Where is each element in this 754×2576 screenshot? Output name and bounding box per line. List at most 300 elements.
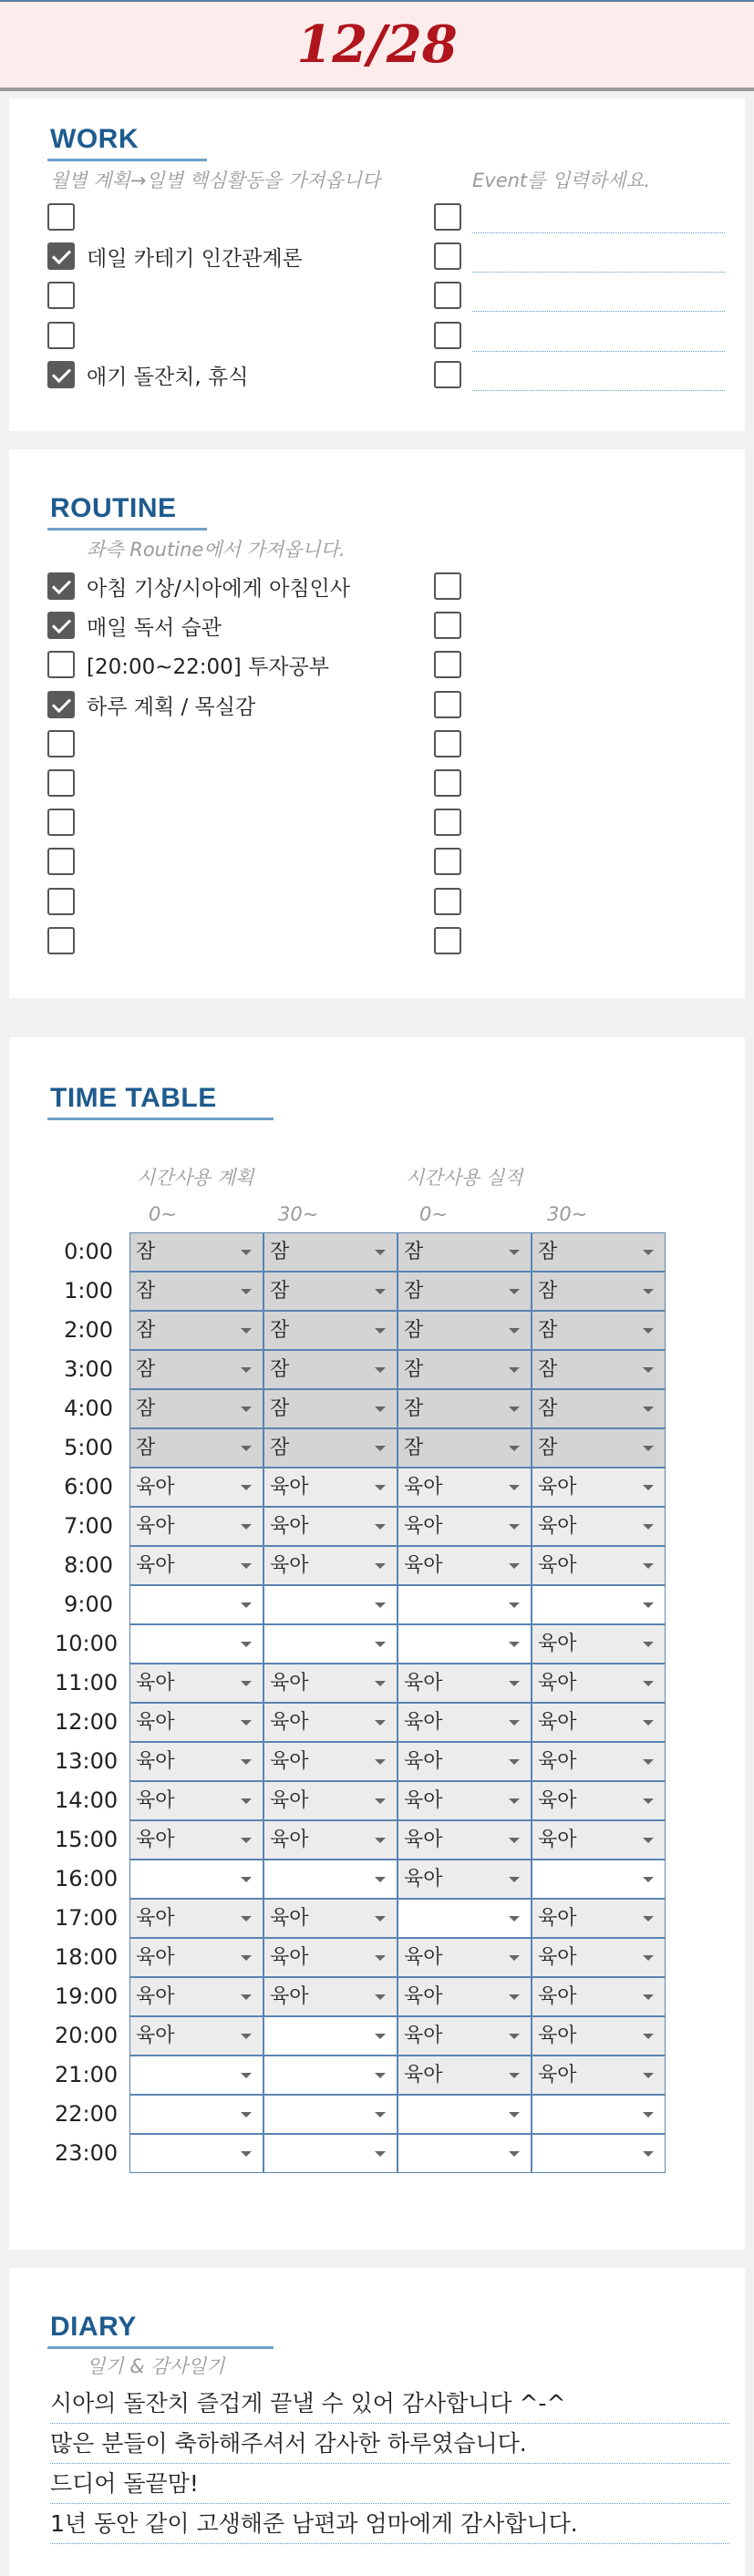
- timetable-dropdown[interactable]: [129, 1664, 263, 1703]
- timetable-dropdown[interactable]: [398, 1664, 532, 1703]
- chevron-down-icon[interactable]: [643, 1328, 654, 1334]
- timetable-cell-value: 육아: [270, 1476, 309, 1499]
- timetable-dropdown[interactable]: [263, 1311, 398, 1350]
- timetable-cell-value: 육아: [404, 1789, 443, 1812]
- timetable-dropdown[interactable]: [129, 1272, 263, 1311]
- timetable-dropdown[interactable]: [129, 2095, 263, 2134]
- event-checkbox[interactable]: [434, 322, 461, 349]
- page-date: 12/28: [296, 15, 458, 75]
- timetable-cell-value: 잠: [404, 1437, 424, 1459]
- timetable-dropdown[interactable]: [398, 1742, 532, 1781]
- timetable-dropdown[interactable]: [263, 2016, 398, 2056]
- routine-extra-checkbox[interactable]: [434, 572, 461, 600]
- timetable-dropdown[interactable]: [129, 1938, 263, 1977]
- chevron-down-icon[interactable]: [509, 1602, 520, 1608]
- timetable-dropdown[interactable]: [129, 1546, 263, 1585]
- routine-extra-checkbox[interactable]: [434, 848, 461, 875]
- timetable-dropdown[interactable]: [129, 1468, 263, 1507]
- timetable-dropdown[interactable]: [398, 1507, 532, 1546]
- timetable-dropdown[interactable]: [532, 1546, 666, 1585]
- timetable-cell-value: 잠: [404, 1241, 424, 1263]
- routine-checkbox[interactable]: [47, 691, 75, 718]
- routine-extra-checkbox[interactable]: [434, 651, 461, 678]
- timetable-dropdown[interactable]: [398, 2056, 532, 2095]
- chevron-down-icon[interactable]: [375, 1642, 386, 1647]
- chevron-down-icon[interactable]: [241, 2034, 252, 2039]
- chevron-down-icon[interactable]: [509, 1328, 520, 1334]
- chevron-down-icon[interactable]: [643, 1838, 654, 1843]
- event-checkbox[interactable]: [434, 242, 461, 270]
- timetable-cell-value: 잠: [538, 1319, 558, 1342]
- chevron-down-icon[interactable]: [509, 1994, 520, 2000]
- routine-checkbox[interactable]: [47, 848, 75, 875]
- routine-checkbox[interactable]: [47, 612, 75, 639]
- chevron-down-icon[interactable]: [241, 1838, 252, 1843]
- chevron-down-icon[interactable]: [643, 1289, 654, 1294]
- timetable-cell-value: 잠: [136, 1397, 156, 1420]
- time-label: 5:00: [64, 1435, 113, 1460]
- timetable-dropdown[interactable]: [398, 1820, 532, 1860]
- actual-0-label: 0~: [419, 1203, 448, 1225]
- chevron-down-icon[interactable]: [643, 1406, 654, 1412]
- chevron-down-icon[interactable]: [509, 2112, 520, 2117]
- work-checkbox[interactable]: [47, 361, 75, 388]
- timetable-dropdown[interactable]: [532, 1977, 666, 2016]
- work-item-text[interactable]: 애기 돌잔치, 휴식: [87, 366, 249, 389]
- timetable-dropdown[interactable]: [129, 1781, 263, 1820]
- timetable-cell-value: 잠: [270, 1241, 290, 1263]
- timetable-dropdown[interactable]: [263, 1546, 398, 1585]
- chevron-down-icon[interactable]: [509, 1759, 520, 1765]
- timetable-row: [0, 1624, 754, 1664]
- timetable-dropdown[interactable]: [263, 1232, 398, 1272]
- work-checkbox[interactable]: [47, 242, 75, 270]
- chevron-down-icon[interactable]: [241, 1406, 252, 1412]
- timetable-dropdown[interactable]: [398, 2095, 532, 2134]
- timetable-dropdown[interactable]: [398, 1860, 532, 1899]
- timetable-dropdown[interactable]: [263, 1703, 398, 1742]
- timetable-dropdown[interactable]: [532, 1664, 666, 1703]
- timetable-dropdown[interactable]: [129, 1389, 263, 1428]
- chevron-down-icon[interactable]: [509, 1955, 520, 1961]
- timetable-dropdown[interactable]: [398, 1899, 532, 1938]
- chevron-down-icon[interactable]: [375, 1446, 386, 1451]
- timetable-dropdown[interactable]: [532, 2095, 666, 2134]
- chevron-down-icon[interactable]: [643, 1367, 654, 1373]
- time-label: 14:00: [55, 1788, 119, 1813]
- timetable-cell-value: 육아: [136, 1829, 175, 1851]
- routine-checkbox[interactable]: [47, 809, 75, 836]
- timetable-cell-value: 잠: [136, 1280, 156, 1303]
- chevron-down-icon[interactable]: [643, 1720, 654, 1726]
- time-label: 20:00: [55, 2023, 119, 2048]
- event-checkbox[interactable]: [434, 282, 461, 309]
- chevron-down-icon[interactable]: [375, 1877, 386, 1882]
- timetable-title: TIME TABLE: [50, 1083, 217, 1113]
- work-item-text[interactable]: 데일 카테기 인간관계론: [87, 247, 303, 271]
- chevron-down-icon[interactable]: [375, 2112, 386, 2117]
- event-checkbox[interactable]: [434, 203, 461, 231]
- work-hint: 월별 계획→일별 핵심활동을 가져옵니다: [50, 170, 381, 191]
- timetable-dropdown[interactable]: [532, 1468, 666, 1507]
- timetable-dropdown[interactable]: [129, 1899, 263, 1938]
- diary-title: DIARY: [50, 2312, 137, 2342]
- chevron-down-icon[interactable]: [375, 1367, 386, 1373]
- timetable-dropdown[interactable]: [532, 1507, 666, 1546]
- time-label: 3:00: [64, 1356, 113, 1382]
- timetable-cell-value: 육아: [538, 1829, 577, 1851]
- timetable-dropdown[interactable]: [398, 1350, 532, 1389]
- chevron-down-icon[interactable]: [643, 1563, 654, 1569]
- chevron-down-icon[interactable]: [375, 1994, 386, 2000]
- timetable-cell-value: 육아: [404, 2064, 443, 2087]
- chevron-down-icon[interactable]: [241, 1642, 252, 1647]
- routine-extra-checkbox[interactable]: [434, 691, 461, 718]
- timetable-dropdown[interactable]: [398, 1389, 532, 1428]
- timetable-row: [0, 1703, 754, 1742]
- timetable-cell-value: 잠: [136, 1241, 156, 1263]
- timetable-dropdown[interactable]: [263, 1860, 398, 1899]
- chevron-down-icon[interactable]: [509, 1720, 520, 1726]
- timetable-cell-value: 잠: [404, 1319, 424, 1342]
- timetable-dropdown[interactable]: [263, 1272, 398, 1311]
- chevron-down-icon[interactable]: [643, 1642, 654, 1647]
- timetable-dropdown[interactable]: [129, 1350, 263, 1389]
- event-checkbox[interactable]: [434, 361, 461, 388]
- chevron-down-icon[interactable]: [643, 1877, 654, 1882]
- chevron-down-icon[interactable]: [375, 2073, 386, 2078]
- timetable-cell-value: 육아: [404, 1515, 443, 1538]
- chevron-down-icon[interactable]: [643, 1446, 654, 1451]
- chevron-down-icon[interactable]: [509, 1681, 520, 1686]
- work-checkbox[interactable]: [47, 322, 75, 349]
- event-input-line[interactable]: [472, 390, 725, 391]
- chevron-down-icon[interactable]: [509, 1406, 520, 1412]
- chevron-down-icon[interactable]: [241, 1681, 252, 1686]
- time-label: 18:00: [55, 1944, 119, 1970]
- chevron-down-icon[interactable]: [241, 1877, 252, 1882]
- timetable-dropdown[interactable]: [129, 1742, 263, 1781]
- routine-extra-checkbox[interactable]: [434, 769, 461, 797]
- timetable-cell-value: 잠: [270, 1397, 290, 1420]
- chevron-down-icon[interactable]: [509, 2034, 520, 2039]
- timetable-cell-value: 육아: [404, 1985, 443, 2008]
- chevron-down-icon[interactable]: [643, 1485, 654, 1490]
- chevron-down-icon[interactable]: [509, 1798, 520, 1804]
- chevron-down-icon[interactable]: [643, 1798, 654, 1804]
- chevron-down-icon[interactable]: [241, 2073, 252, 2078]
- timetable-dropdown[interactable]: [263, 1428, 398, 1468]
- timetable-dropdown[interactable]: [398, 1311, 532, 1350]
- timetable-dropdown[interactable]: [129, 1507, 263, 1546]
- diary-line[interactable]: 드디어 돌끝맘!: [50, 2465, 729, 2504]
- work-checkbox[interactable]: [47, 282, 75, 309]
- chevron-down-icon[interactable]: [375, 1406, 386, 1412]
- time-label: 23:00: [55, 2140, 119, 2166]
- timetable-dropdown[interactable]: [263, 1350, 398, 1389]
- time-label: 4:00: [64, 1396, 113, 1421]
- event-hint: Event를 입력하세요.: [472, 170, 651, 191]
- timetable-cell-value: 육아: [404, 1829, 443, 1851]
- chevron-down-icon[interactable]: [241, 1446, 252, 1451]
- timetable-cell-value: 육아: [136, 1515, 175, 1538]
- chevron-down-icon[interactable]: [241, 1250, 252, 1255]
- timetable-title-underline: [47, 1118, 274, 1120]
- chevron-down-icon[interactable]: [509, 1838, 520, 1843]
- timetable-row: [0, 2016, 754, 2056]
- chevron-down-icon[interactable]: [643, 1524, 654, 1530]
- timetable-dropdown[interactable]: [398, 1232, 532, 1272]
- chevron-down-icon[interactable]: [375, 1485, 386, 1490]
- event-input-line[interactable]: [472, 351, 725, 352]
- chevron-down-icon[interactable]: [375, 1838, 386, 1843]
- timetable-cell-value: 육아: [538, 1946, 577, 1969]
- chevron-down-icon[interactable]: [241, 1524, 252, 1530]
- chevron-down-icon[interactable]: [241, 1485, 252, 1490]
- timetable-cell-value: 잠: [270, 1280, 290, 1303]
- chevron-down-icon[interactable]: [375, 1289, 386, 1294]
- timetable-dropdown[interactable]: [263, 1781, 398, 1820]
- timetable-cell-value: 육아: [270, 1711, 309, 1734]
- timetable-cell-value: 육아: [136, 1946, 175, 1969]
- timetable-dropdown[interactable]: [129, 1232, 263, 1272]
- work-checkbox[interactable]: [47, 203, 75, 231]
- chevron-down-icon[interactable]: [509, 2073, 520, 2078]
- chevron-down-icon[interactable]: [241, 1563, 252, 1569]
- timetable-dropdown[interactable]: [263, 1468, 398, 1507]
- timetable-cell-value: 육아: [538, 2025, 577, 2047]
- timetable-cell-value: 잠: [136, 1437, 156, 1459]
- timetable-dropdown[interactable]: [263, 2134, 398, 2173]
- timetable-dropdown[interactable]: [129, 1624, 263, 1664]
- chevron-down-icon[interactable]: [509, 1877, 520, 1882]
- timetable-row: [0, 1507, 754, 1546]
- chevron-down-icon[interactable]: [509, 1367, 520, 1373]
- timetable-dropdown[interactable]: [532, 1860, 666, 1899]
- chevron-down-icon[interactable]: [509, 1563, 520, 1569]
- routine-checkbox[interactable]: [47, 927, 75, 954]
- timetable-dropdown[interactable]: [263, 1624, 398, 1664]
- timetable-dropdown[interactable]: [398, 1624, 532, 1664]
- timetable-dropdown[interactable]: [532, 1585, 666, 1624]
- time-label: 21:00: [55, 2062, 119, 2087]
- timetable-row: [0, 1272, 754, 1311]
- event-input-line[interactable]: [472, 272, 725, 273]
- routine-checkbox[interactable]: [47, 572, 75, 600]
- timetable-dropdown[interactable]: [398, 2134, 532, 2173]
- time-label: 9:00: [64, 1592, 113, 1617]
- routine-item-text: 아침 기상/시아에게 아침인사: [87, 577, 350, 601]
- chevron-down-icon[interactable]: [241, 1798, 252, 1804]
- chevron-down-icon[interactable]: [241, 2151, 252, 2157]
- timetable-dropdown[interactable]: [263, 1742, 398, 1781]
- timetable-row: [0, 1664, 754, 1703]
- timetable-dropdown[interactable]: [263, 1820, 398, 1860]
- timetable-dropdown[interactable]: [263, 1899, 398, 1938]
- timetable-dropdown[interactable]: [532, 1742, 666, 1781]
- chevron-down-icon[interactable]: [241, 1328, 252, 1334]
- timetable-dropdown[interactable]: [129, 1311, 263, 1350]
- chevron-down-icon[interactable]: [375, 1250, 386, 1255]
- chevron-down-icon[interactable]: [375, 2151, 386, 2157]
- timetable-cell-value: 육아: [270, 1515, 309, 1538]
- routine-hint: 좌측 Routine에서 가져옵니다.: [87, 539, 346, 561]
- timetable-dropdown[interactable]: [532, 1389, 666, 1428]
- timetable-row: [0, 1468, 754, 1507]
- chevron-down-icon[interactable]: [375, 1524, 386, 1530]
- timetable-dropdown[interactable]: [263, 1585, 398, 1624]
- timetable-dropdown[interactable]: [398, 1938, 532, 1977]
- chevron-down-icon[interactable]: [241, 1759, 252, 1765]
- timetable-dropdown[interactable]: [398, 1272, 532, 1311]
- timetable-dropdown[interactable]: [129, 1820, 263, 1860]
- timetable-dropdown[interactable]: [532, 2134, 666, 2173]
- timetable-dropdown[interactable]: [532, 2056, 666, 2095]
- timetable-dropdown[interactable]: [398, 1428, 532, 1468]
- timetable-dropdown[interactable]: [398, 1468, 532, 1507]
- timetable-dropdown[interactable]: [532, 2016, 666, 2056]
- timetable-dropdown[interactable]: [129, 2016, 263, 2056]
- timetable-dropdown[interactable]: [532, 1938, 666, 1977]
- timetable-dropdown[interactable]: [532, 1311, 666, 1350]
- chevron-down-icon[interactable]: [375, 1759, 386, 1765]
- chevron-down-icon[interactable]: [241, 1994, 252, 2000]
- timetable-dropdown[interactable]: [129, 1860, 263, 1899]
- timetable-dropdown[interactable]: [129, 1703, 263, 1742]
- diary-line[interactable]: 시아의 돌잔치 즐겁게 끝낼 수 있어 감사합니다 ^-^: [50, 2385, 729, 2424]
- timetable-cell-value: 육아: [538, 1515, 577, 1538]
- time-label: 11:00: [55, 1670, 119, 1695]
- timetable-dropdown[interactable]: [398, 1585, 532, 1624]
- chevron-down-icon[interactable]: [375, 1798, 386, 1804]
- chevron-down-icon[interactable]: [643, 1681, 654, 1686]
- timetable-dropdown[interactable]: [398, 1546, 532, 1585]
- timetable-cell-value: 육아: [538, 2064, 577, 2087]
- routine-checkbox[interactable]: [47, 651, 75, 678]
- timetable-dropdown[interactable]: [129, 1428, 263, 1468]
- timetable-dropdown[interactable]: [532, 1781, 666, 1820]
- timetable-dropdown[interactable]: [129, 1977, 263, 2016]
- chevron-down-icon[interactable]: [241, 1916, 252, 1922]
- timetable-dropdown[interactable]: [398, 1703, 532, 1742]
- chevron-down-icon[interactable]: [643, 1250, 654, 1255]
- timetable-cell-value: 육아: [270, 1554, 309, 1577]
- routine-checkbox[interactable]: [47, 769, 75, 797]
- timetable-cell-value: 육아: [270, 1907, 309, 1930]
- timetable-dropdown[interactable]: [263, 1977, 398, 2016]
- timetable-dropdown[interactable]: [532, 1350, 666, 1389]
- event-input-line[interactable]: [472, 232, 725, 233]
- chevron-down-icon[interactable]: [241, 1367, 252, 1373]
- timetable-dropdown[interactable]: [263, 2095, 398, 2134]
- diary-card: [9, 2268, 745, 2576]
- chevron-down-icon[interactable]: [509, 1524, 520, 1530]
- timetable-dropdown[interactable]: [532, 1820, 666, 1860]
- chevron-down-icon[interactable]: [643, 1759, 654, 1765]
- timetable-cell-value: 육아: [136, 1985, 175, 2008]
- timetable-dropdown[interactable]: [263, 2056, 398, 2095]
- chevron-down-icon[interactable]: [643, 2151, 654, 2157]
- timetable-dropdown[interactable]: [532, 1428, 666, 1468]
- timetable-dropdown[interactable]: [129, 2056, 263, 2095]
- timetable-dropdown[interactable]: [398, 1781, 532, 1820]
- timetable-dropdown[interactable]: [263, 1938, 398, 1977]
- chevron-down-icon[interactable]: [509, 1916, 520, 1922]
- event-input-line[interactable]: [472, 311, 725, 312]
- timetable-row: [0, 1899, 754, 1938]
- timetable-cell-value: 육아: [404, 1750, 443, 1773]
- timetable-dropdown[interactable]: [532, 1899, 666, 1938]
- timetable-dropdown[interactable]: [532, 1232, 666, 1272]
- routine-extra-checkbox[interactable]: [434, 612, 461, 639]
- chevron-down-icon[interactable]: [375, 1563, 386, 1569]
- chevron-down-icon[interactable]: [241, 1602, 252, 1608]
- chevron-down-icon[interactable]: [375, 1955, 386, 1961]
- plan-30-label: 30~: [278, 1203, 319, 1225]
- chevron-down-icon[interactable]: [643, 1994, 654, 2000]
- timetable-dropdown[interactable]: [398, 1977, 532, 2016]
- routine-extra-checkbox[interactable]: [434, 927, 461, 954]
- routine-extra-checkbox[interactable]: [434, 809, 461, 836]
- chevron-down-icon[interactable]: [241, 1289, 252, 1294]
- chevron-down-icon[interactable]: [509, 1250, 520, 1255]
- timetable-cell-value: 잠: [136, 1358, 156, 1381]
- chevron-down-icon[interactable]: [643, 1602, 654, 1608]
- timetable-dropdown[interactable]: [532, 1624, 666, 1664]
- chevron-down-icon[interactable]: [509, 1642, 520, 1647]
- timetable-dropdown[interactable]: [532, 1703, 666, 1742]
- chevron-down-icon[interactable]: [643, 2073, 654, 2078]
- chevron-down-icon[interactable]: [241, 1720, 252, 1726]
- timetable-dropdown[interactable]: [129, 1585, 263, 1624]
- routine-extra-checkbox[interactable]: [434, 888, 461, 915]
- chevron-down-icon[interactable]: [643, 1916, 654, 1922]
- chevron-down-icon[interactable]: [509, 1446, 520, 1451]
- routine-checkbox[interactable]: [47, 730, 75, 757]
- chevron-down-icon[interactable]: [643, 2112, 654, 2117]
- time-label: 15:00: [55, 1827, 119, 1852]
- timetable-cell-value: 육아: [270, 1789, 309, 1812]
- diary-line[interactable]: 많은 분들이 축하해주셔서 감사한 하루였습니다.: [50, 2425, 729, 2464]
- chevron-down-icon[interactable]: [643, 1955, 654, 1961]
- routine-extra-checkbox[interactable]: [434, 730, 461, 757]
- timetable-dropdown[interactable]: [532, 1272, 666, 1311]
- timetable-dropdown[interactable]: [398, 2016, 532, 2056]
- chevron-down-icon[interactable]: [375, 2034, 386, 2039]
- chevron-down-icon[interactable]: [509, 1289, 520, 1294]
- timetable-dropdown[interactable]: [263, 1664, 398, 1703]
- timetable-row: [0, 1546, 754, 1585]
- chevron-down-icon[interactable]: [375, 1916, 386, 1922]
- chevron-down-icon[interactable]: [509, 1485, 520, 1490]
- chevron-down-icon[interactable]: [375, 1681, 386, 1686]
- chevron-down-icon[interactable]: [241, 2112, 252, 2117]
- chevron-down-icon[interactable]: [375, 1328, 386, 1334]
- chevron-down-icon[interactable]: [509, 2151, 520, 2157]
- chevron-down-icon[interactable]: [241, 1955, 252, 1961]
- timetable-dropdown[interactable]: [263, 1389, 398, 1428]
- routine-card: [9, 449, 745, 998]
- diary-line[interactable]: 1년 동안 같이 고생해준 남편과 엄마에게 감사합니다.: [50, 2505, 729, 2544]
- timetable-cell-value: 육아: [404, 1711, 443, 1734]
- routine-checkbox[interactable]: [47, 888, 75, 915]
- chevron-down-icon[interactable]: [643, 2034, 654, 2039]
- timetable-dropdown[interactable]: [263, 1507, 398, 1546]
- timetable-dropdown[interactable]: [129, 2134, 263, 2173]
- timetable-row: [0, 2056, 754, 2095]
- chevron-down-icon[interactable]: [375, 1720, 386, 1726]
- chevron-down-icon[interactable]: [375, 1602, 386, 1608]
